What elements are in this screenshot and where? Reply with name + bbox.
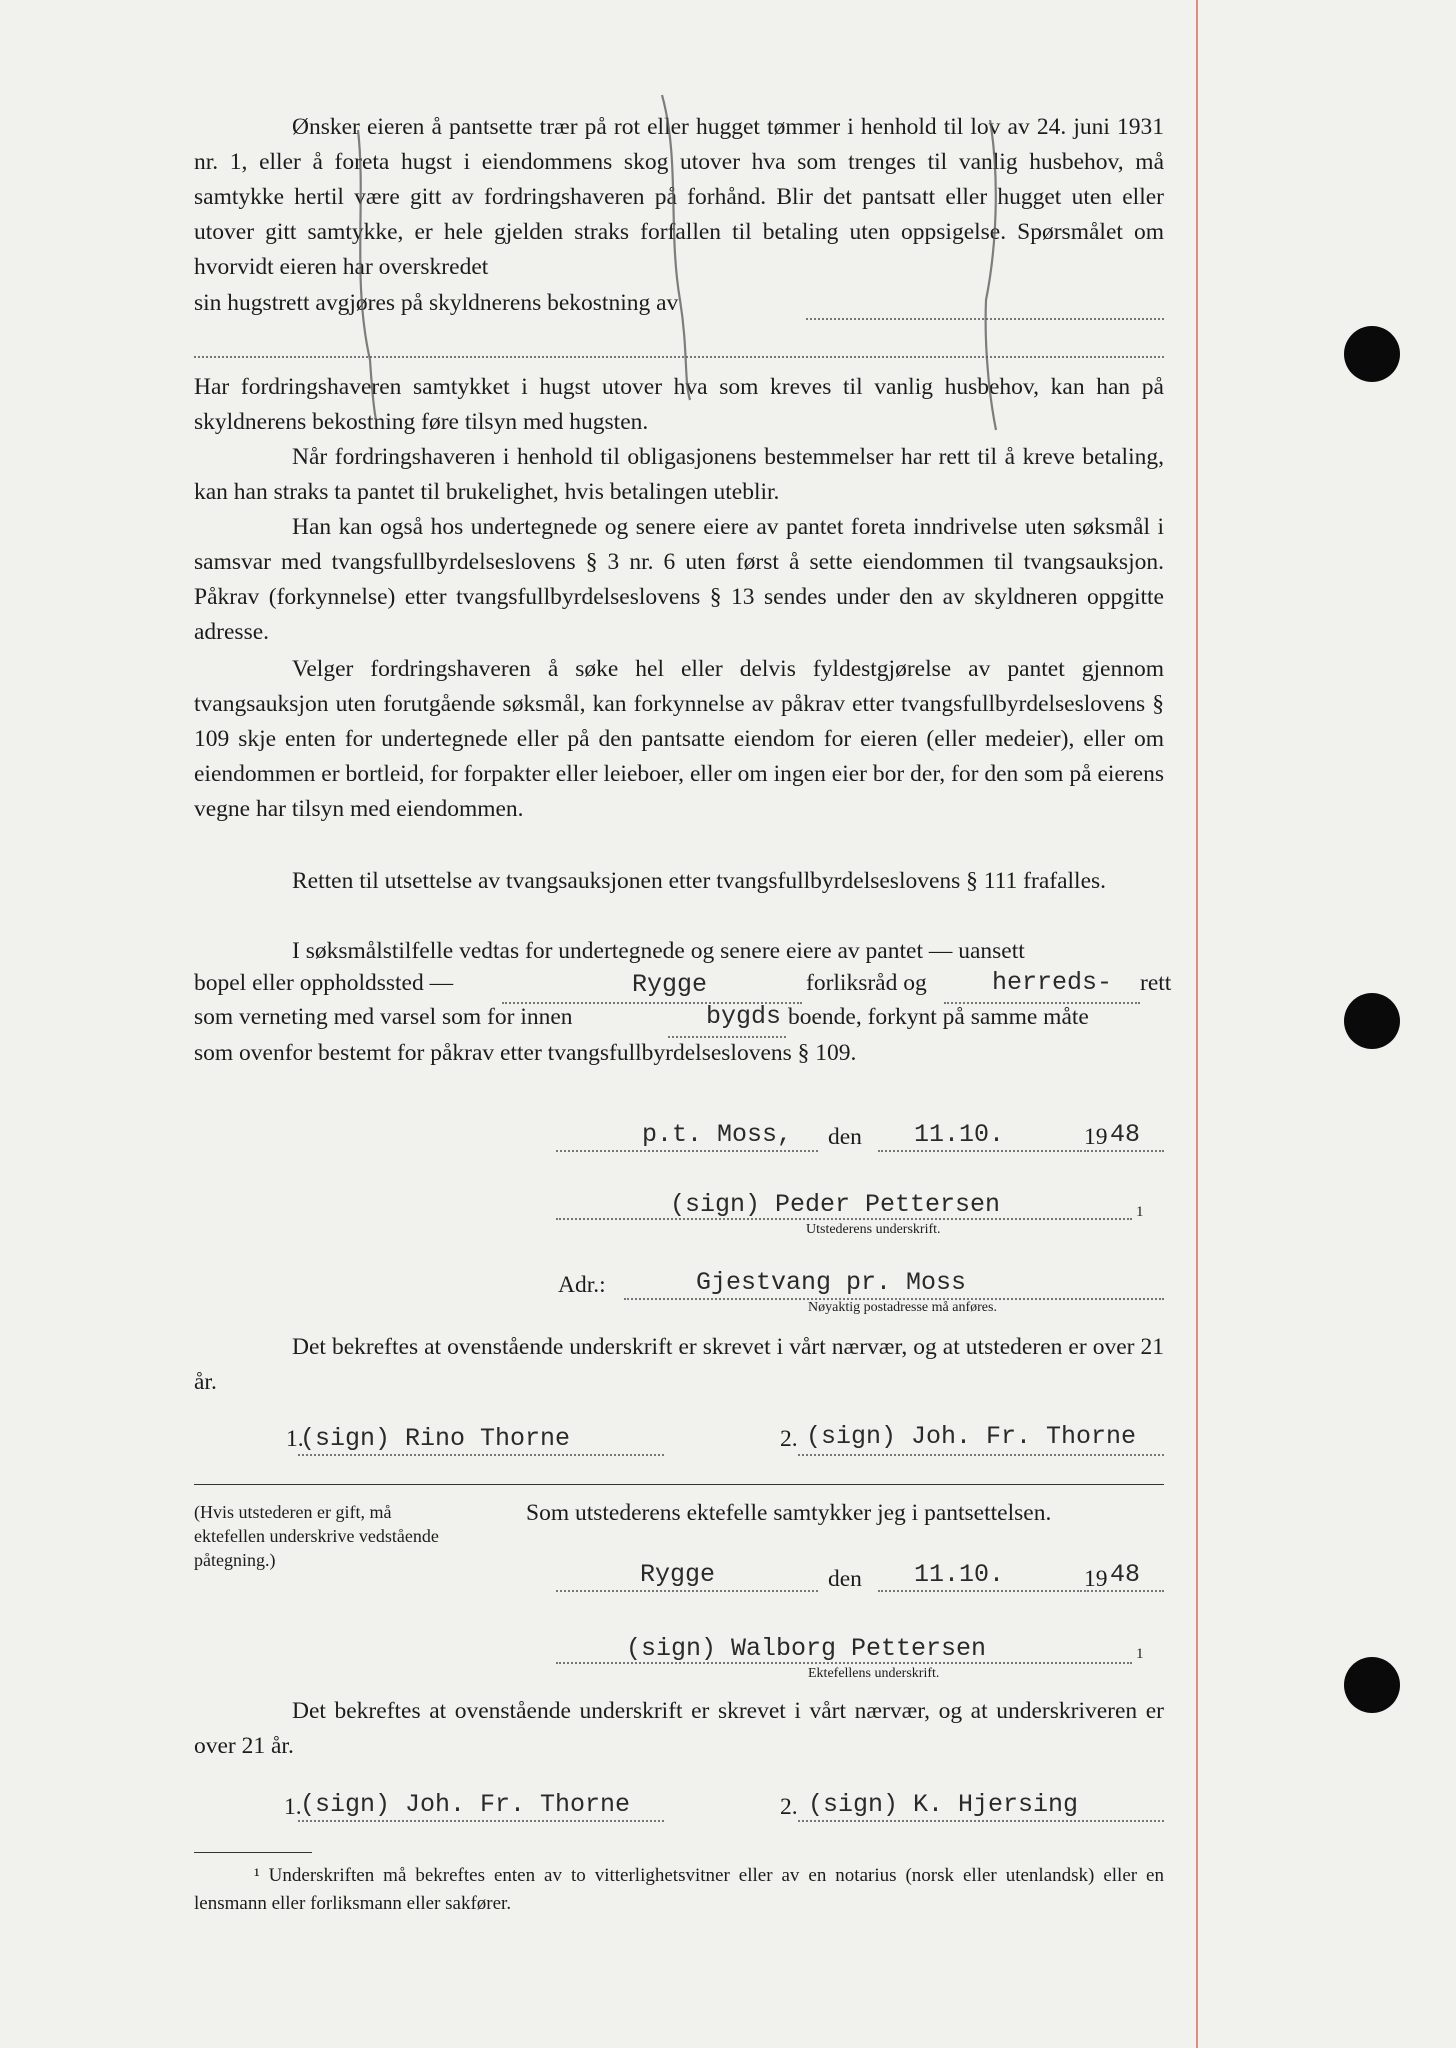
paragraph-venue: I søksmålstilfelle vedtas for undertegnede og senere eiere av pantet — uansett — [292, 938, 1025, 964]
spouse-signature: (sign) Walborg Pettersen — [626, 1634, 987, 1663]
signature-caption: Utstederens underskrift. — [806, 1222, 941, 1237]
confirmation-issuer: Det bekreftes at ovenstående underskrift er skrevet i vårt nærvær, og at utstederen er over 21 år. — [194, 1334, 1164, 1395]
confirmation-spouse: Det bekreftes at ovenstående underskrift er skrevet i vårt nærvær, og at underskriveren er over 21 år. — [194, 1698, 1164, 1759]
footnote-mark: 1 — [1136, 1204, 1144, 1220]
paragraph-supervision: Har fordringshaveren samtykket i hugst utover hva som kreves til vanlig husbehov, kan han på skyldnerens bekostning føre tilsyn med hugsten. — [194, 374, 1164, 435]
year-suffix: 48 — [1110, 1120, 1141, 1149]
footnote-mark: 1 — [1136, 1646, 1144, 1662]
signature-place: Rygge — [640, 1560, 716, 1589]
signature-place: p.t. Moss, — [642, 1120, 793, 1149]
signature-date: 11.10. — [914, 1120, 1005, 1149]
issuer-signature: (sign) Peder Pettersen — [670, 1190, 1001, 1219]
filled-rygge: Rygge — [632, 970, 708, 999]
address-label: Adr.: — [558, 1272, 606, 1298]
spouse-consent: Som utstederens ektefelle samtykker jeg i pantsettelsen. — [526, 1500, 1052, 1526]
year-prefix: 19 — [1084, 1566, 1108, 1592]
address-caption: Nøyaktig postadresse må anføres. — [808, 1300, 997, 1315]
witness-number: 1. — [286, 1426, 304, 1452]
witness-number: 2. — [780, 1794, 798, 1820]
signature-caption: Ektefellens underskrift. — [808, 1666, 940, 1681]
paragraph-logging: Ønsker eieren å pantsette trær på rot eller hugget tømmer i henhold til lov av 24. juni 1931 nr. 1, eller å foreta hugst i eiendommens skog utover hva som trenges til vanlig husbehov, må samtykke hertil være gitt av fordringshaveren på forhånd. Blir det pantsatt eller hugget uten eller utover gitt samtykke, er hele gjelden straks forfallen til betaling uten oppsigelse. Spørsmålet om hvorvidt eieren har overskredet — [194, 114, 1164, 280]
paragraph-auction: Velger fordringshaveren å søke hel eller delvis fyldestgjørelse av pantet gjennom tvangsauksjon uten forutgående søksmål, kan forkynnelse av påkrav etter tvangsfullbyrdelseslovens § 109 skje enten for undertegnede eller på den pantsatte eiendom for eieren (eller medeier), eller om eiendommen er bortleid, for forpakter eller leieboer, eller om ingen eier bor der, for den som på eierens vegne har tilsyn med eiendommen. — [194, 656, 1164, 822]
paragraph-payment: Når fordringshaveren i henhold til obligasjonens bestemmelser har rett til å kreve betaling, kan han straks ta pantet til brukelighet, hvis betalingen uteblir. — [194, 444, 1164, 505]
witness-signature: (sign) K. Hjersing — [808, 1790, 1079, 1819]
venue-line-text: rett — [1140, 970, 1172, 996]
signature-date: 11.10. — [914, 1560, 1005, 1589]
filled-bygds: bygds — [706, 1002, 782, 1031]
venue-line-text: som verneting med varsel som for innen — [194, 1004, 573, 1030]
filled-herreds: herreds- — [992, 968, 1113, 997]
spouse-note: (Hvis utstederen er gift, må ektefellen underskrive vedstående påtegning.) — [194, 1502, 439, 1570]
witness-signature: (sign) Joh. Fr. Thorne — [300, 1790, 631, 1819]
venue-line-text: som ovenfor bestemt for påkrav etter tvangsfullbyrdelseslovens § 109. — [194, 1040, 857, 1066]
year-prefix: 19 — [1084, 1124, 1108, 1150]
year-suffix: 48 — [1110, 1560, 1141, 1589]
date-label: den — [828, 1124, 862, 1150]
venue-line-text: boende, forkynt på samme måte — [788, 1004, 1089, 1030]
venue-line-text: bopel eller oppholdssted — — [194, 970, 454, 996]
witness-number: 1. — [284, 1794, 302, 1820]
witness-signature: (sign) Joh. Fr. Thorne — [806, 1422, 1137, 1451]
footnote: ¹ Underskriften må bekreftes enten av to vitterlighetsvitner eller av en notarius (norsk eller utenlandsk) eller en lensmann eller forliksmann eller sakfører. — [194, 1865, 1164, 1914]
date-label: den — [828, 1566, 862, 1592]
witness-number: 2. — [780, 1426, 798, 1452]
paragraph-postponement: Retten til utsettelse av tvangsauksjonen etter tvangsfullbyrdelseslovens § 111 frafalles. — [292, 868, 1107, 894]
address-value: Gjestvang pr. Moss — [696, 1268, 967, 1297]
paragraph-enforcement: Han kan også hos undertegnede og senere eiere av pantet foreta inndrivelse uten søksmål i samsvar med tvangsfullbyrdelseslovens § 3 nr. 6 uten først å sette eiendommen til tvangsauksjon. Påkrav (forkynnelse) etter tvangsfullbyrdelseslovens § 13 sendes under den av skyldneren oppgitte adresse. — [194, 514, 1164, 645]
paragraph-logging-last-line: sin hugstrett avgjøres på skyldnerens bekostning av — [194, 290, 679, 316]
witness-signature: (sign) Rino Thorne — [300, 1424, 571, 1453]
venue-line-text: forliksråd og — [806, 970, 927, 996]
